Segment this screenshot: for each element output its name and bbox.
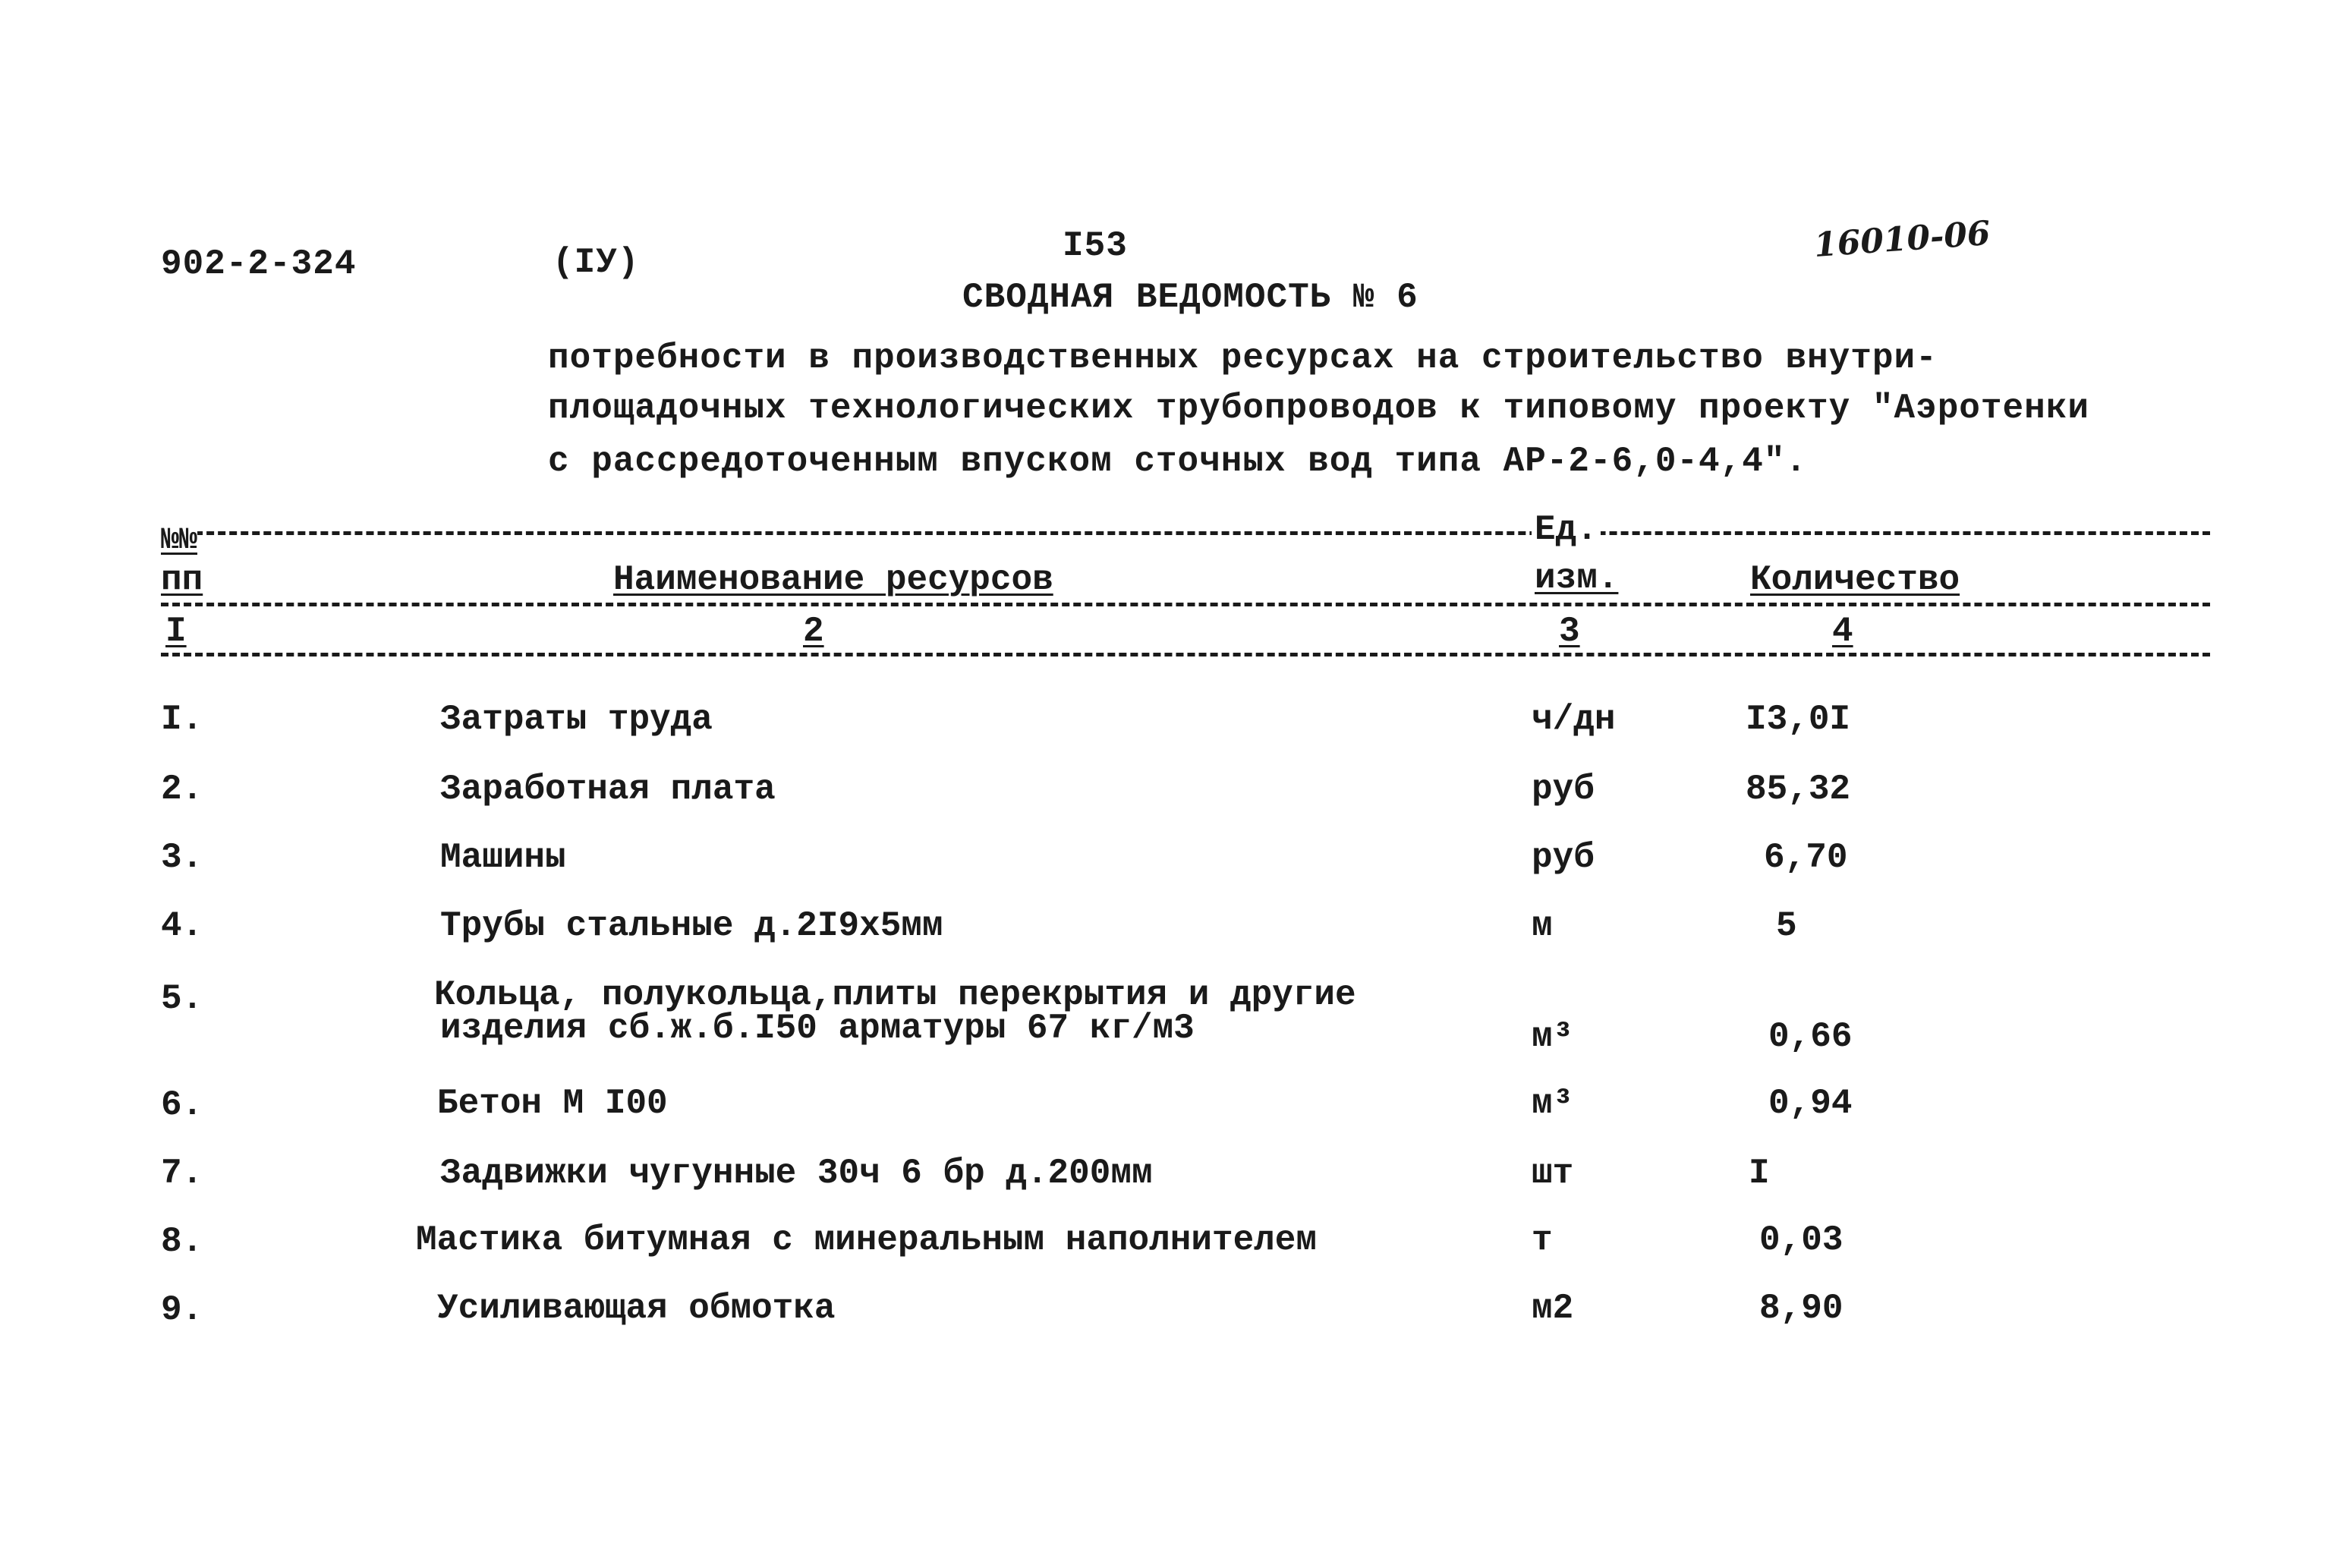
header-rule-middle (161, 603, 2210, 606)
header-unit-line2: изм. (1532, 559, 1621, 598)
row-number: 2. (161, 770, 203, 809)
quantity: 6,70 (1764, 838, 1848, 877)
unit: руб (1532, 770, 1595, 809)
header-num-line2: пп (161, 560, 203, 600)
header-name: Наименование ресурсов (609, 560, 1058, 600)
resource-name: Мастика битумная с минеральным наполнителем (416, 1220, 1317, 1260)
resource-name: Бетон М I00 (437, 1084, 668, 1123)
quantity: I (1749, 1154, 1770, 1193)
unit: м (1532, 906, 1553, 946)
registration-number: 16010-06 (1812, 213, 1992, 266)
quantity: 85,32 (1746, 770, 1851, 809)
row-number: 8. (161, 1222, 203, 1261)
unit: шт (1532, 1154, 1574, 1193)
header-unit-line1: Ед. (1532, 510, 1601, 549)
row-number: 3. (161, 838, 203, 877)
resource-name: Заработная плата (440, 770, 776, 809)
header-rule-top (161, 531, 2210, 535)
page-number: I53 (1063, 226, 1128, 266)
quantity: I3,0I (1746, 700, 1851, 739)
unit: руб (1532, 838, 1595, 877)
row-number: 6. (161, 1085, 203, 1125)
subtitle-line: с рассредоточенным впуском сточных вод типа АР-2-6,0-4,4". (548, 442, 1808, 481)
column-number-1: I (162, 612, 190, 651)
resource-name: Задвижки чугунные 30ч 6 бр д.200мм (440, 1154, 1153, 1193)
row-number: 4. (161, 906, 203, 946)
page-title: СВОДНАЯ ВЕДОМОСТЬ № 6 (962, 278, 1418, 317)
column-number-2: 2 (800, 612, 827, 651)
header-quantity: Количество (1746, 560, 1964, 600)
unit: м³ (1532, 1017, 1574, 1056)
resource-name-line2: изделия сб.ж.б.I50 арматуры 67 кг/м3 (440, 1009, 1195, 1048)
unit: м³ (1532, 1084, 1574, 1123)
subtitle-line: площадочных технологических трубопроводов к типовому проекту "Аэротенки (548, 389, 2089, 428)
resource-name: Машины (440, 838, 566, 877)
unit: т (1532, 1220, 1553, 1260)
subtitle-line: потребности в производственных ресурсах на строительство внутри- (548, 338, 1938, 378)
row-number: 7. (161, 1154, 203, 1193)
resource-name: Трубы стальные д.2I9x5мм (440, 906, 943, 946)
column-number-4: 4 (1829, 612, 1856, 651)
part-label: (IУ) (553, 243, 640, 282)
header-rule-bottom (161, 653, 2210, 656)
quantity: 5 (1776, 906, 1797, 946)
column-number-3: 3 (1556, 612, 1583, 651)
quantity: 8,90 (1759, 1289, 1844, 1328)
quantity: 0,94 (1768, 1084, 1853, 1123)
row-number: 5. (161, 979, 203, 1019)
unit: м2 (1532, 1289, 1574, 1328)
document-code: 902-2-324 (161, 244, 357, 284)
resource-name: Затраты труда (440, 700, 713, 739)
unit: ч/дн (1532, 700, 1616, 739)
header-num-line1: №№ (161, 524, 198, 558)
row-number: I. (161, 700, 203, 739)
resource-name: Усиливающая обмотка (437, 1289, 836, 1328)
resource-name-line1: Кольца, полукольца,плиты перекрытия и другие (434, 975, 1356, 1015)
quantity: 0,66 (1768, 1017, 1853, 1056)
row-number: 9. (161, 1290, 203, 1330)
quantity: 0,03 (1759, 1220, 1844, 1260)
